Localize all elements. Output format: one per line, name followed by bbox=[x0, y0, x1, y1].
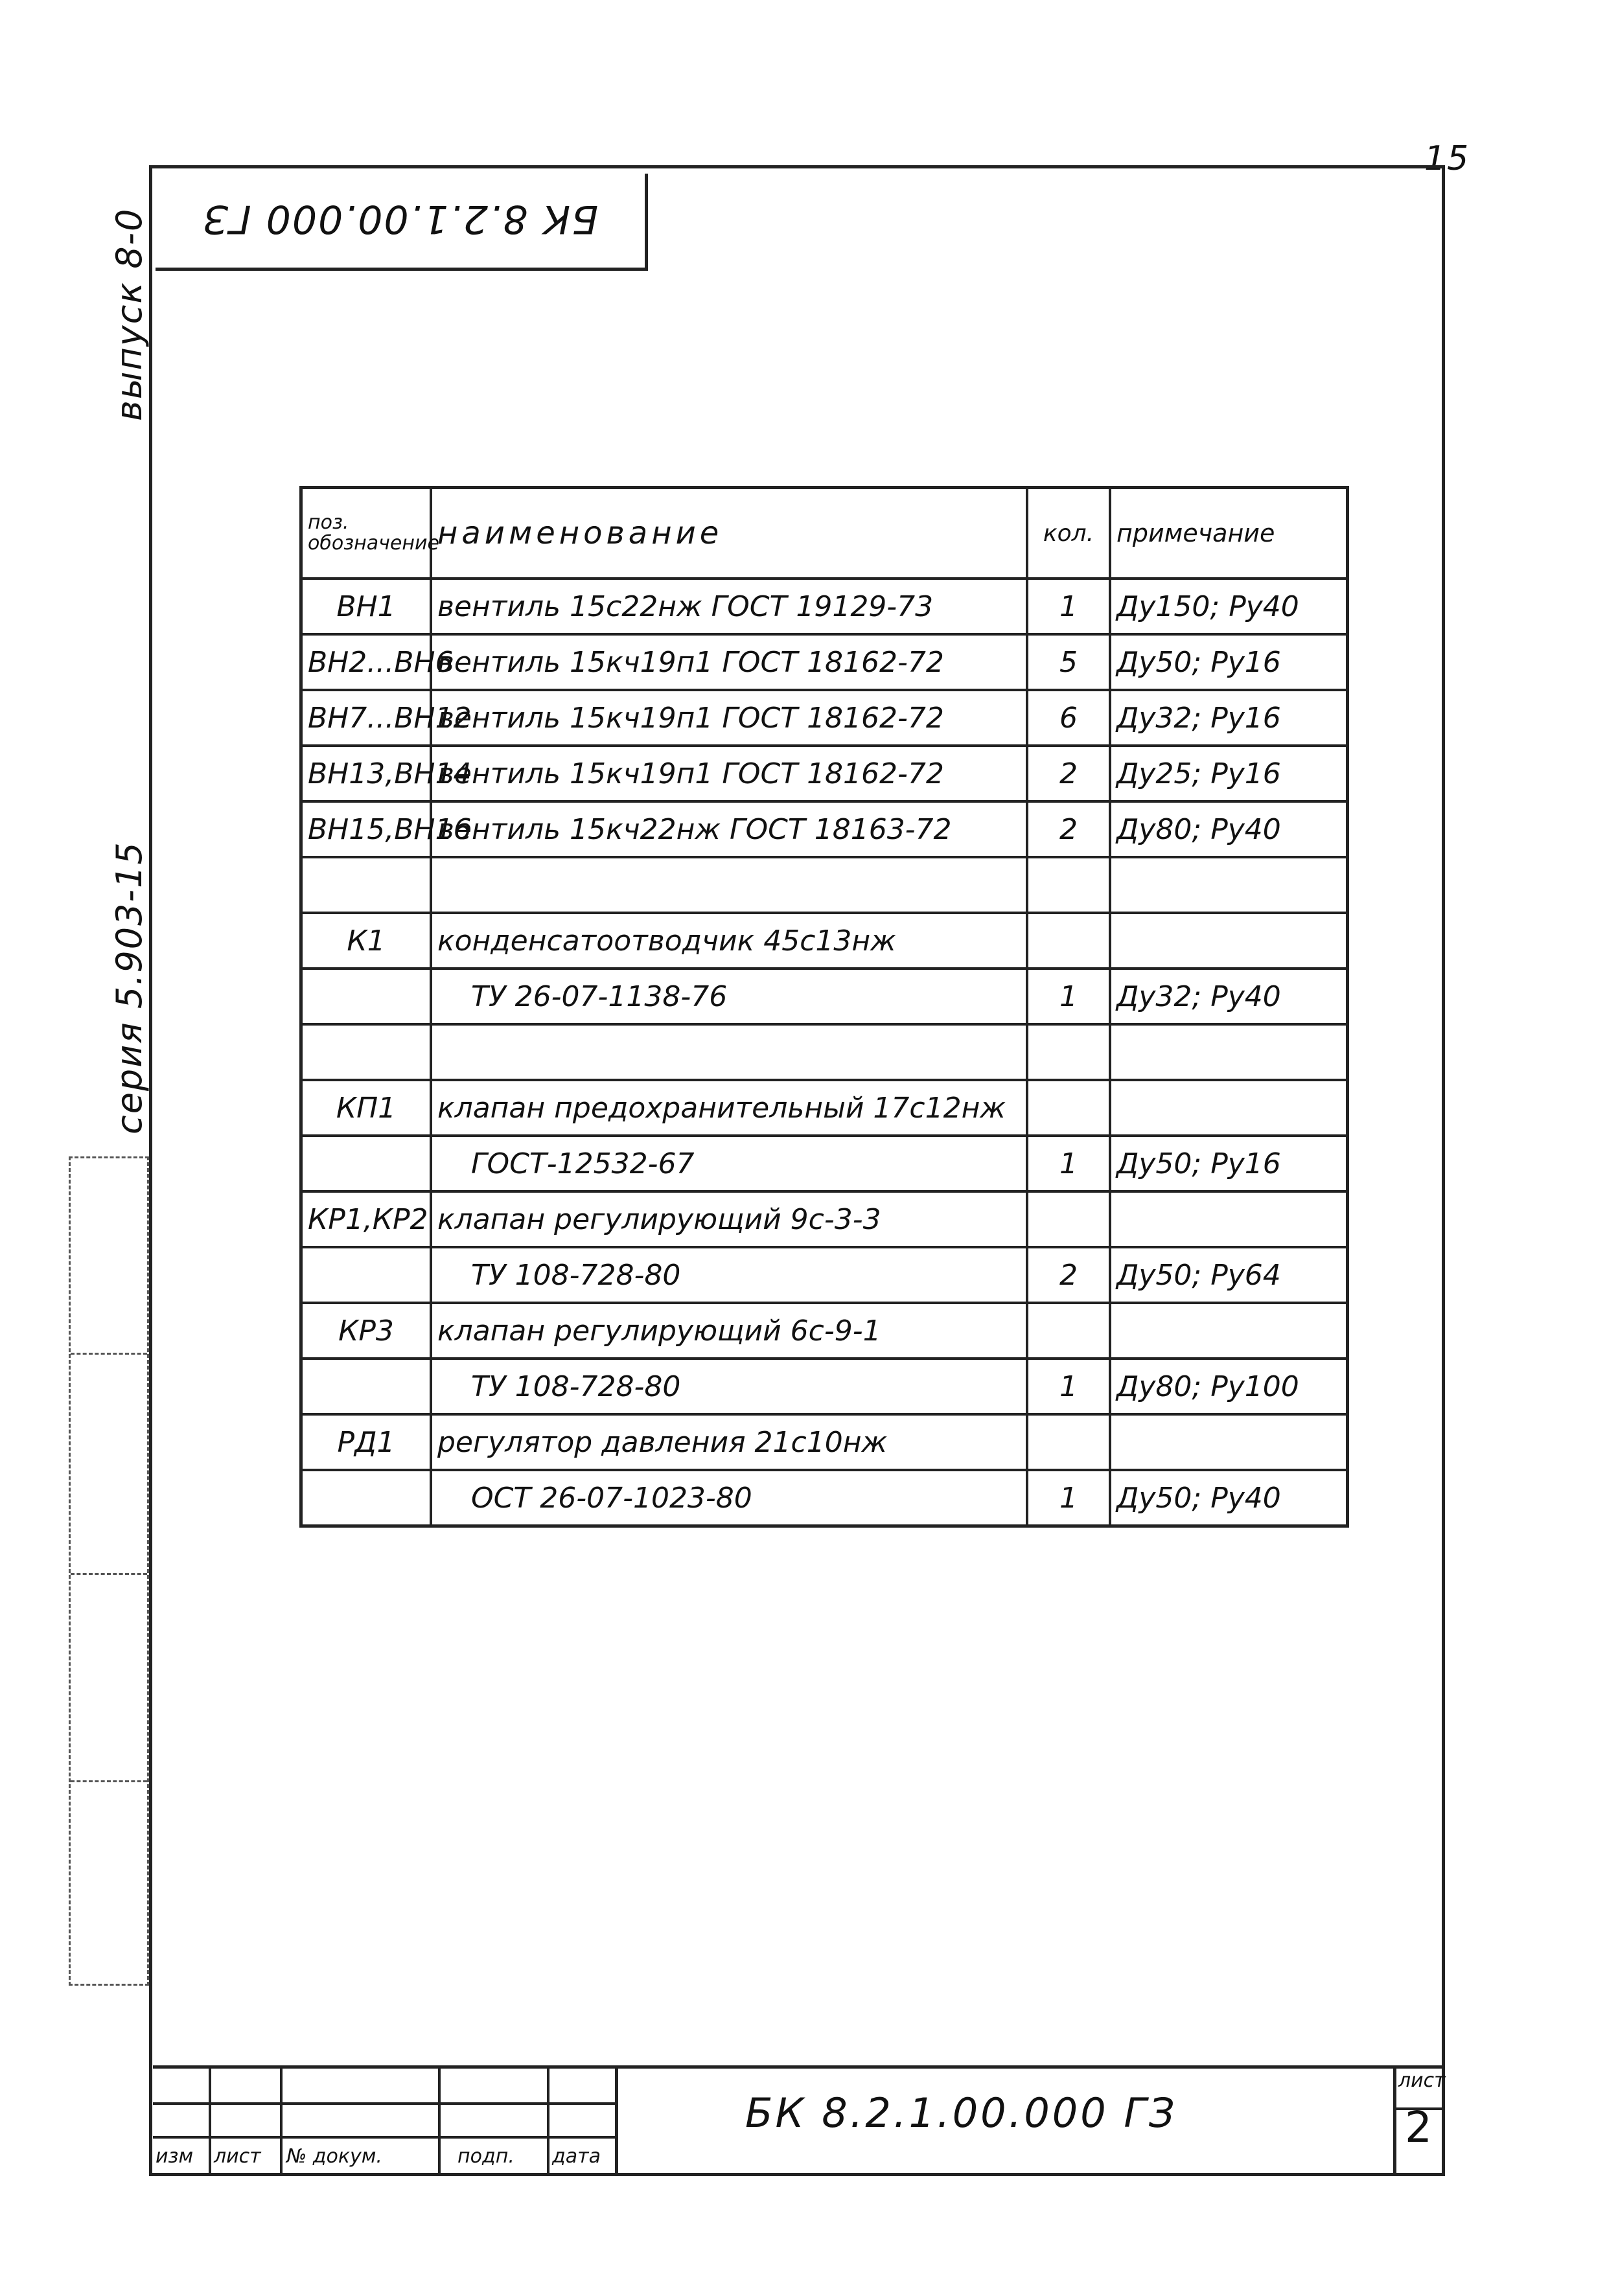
row-note bbox=[1110, 1024, 1348, 1080]
row-name: ТУ 108-728-80 bbox=[431, 1247, 1027, 1303]
row-pos bbox=[301, 1470, 432, 1526]
strip-divider bbox=[71, 1780, 147, 1782]
table-row bbox=[301, 801, 1348, 857]
header-note: примечание bbox=[1110, 488, 1348, 579]
table-row bbox=[301, 857, 1348, 913]
tb-col-sign: подп. bbox=[457, 2145, 514, 2168]
row-note: Ду50; Ру64 bbox=[1110, 1247, 1348, 1303]
row-pos: ВН2...ВН6 bbox=[301, 634, 432, 690]
row-name: ТУ 26-07-1138-76 bbox=[431, 969, 1027, 1024]
tb-vline bbox=[547, 2069, 549, 2176]
tb-vline bbox=[1393, 2069, 1396, 2176]
row-note bbox=[1110, 1191, 1348, 1247]
table-row bbox=[301, 1303, 1348, 1359]
row-name: регулятор давления 21с10нж bbox=[431, 1414, 1027, 1470]
row-note: Ду80; Ру40 bbox=[1110, 801, 1348, 857]
binding-strip bbox=[69, 1156, 149, 1986]
row-note: Ду50; Ру40 bbox=[1110, 1470, 1348, 1526]
table-row bbox=[301, 913, 1348, 969]
series-label: серия 5.903-15 bbox=[109, 841, 150, 1135]
tb-col-docnum: № докум. bbox=[286, 2145, 382, 2168]
rotated-stamp bbox=[156, 174, 648, 271]
row-note: Ду150; Ру40 bbox=[1110, 579, 1348, 634]
row-note bbox=[1110, 857, 1348, 913]
document-code: БК 8.2.1.00.000 ГЗ bbox=[745, 2089, 1177, 2137]
row-pos: РД1 bbox=[301, 1414, 432, 1470]
row-qty: 6 bbox=[1027, 690, 1110, 746]
page-number: 15 bbox=[1424, 139, 1470, 178]
table-row bbox=[301, 1470, 1348, 1526]
row-name: вентиль 15с22нж ГОСТ 19129-73 bbox=[431, 579, 1027, 634]
table-header-row bbox=[301, 488, 1348, 579]
row-pos: КР1,КР2 bbox=[301, 1191, 432, 1247]
row-qty bbox=[1027, 1303, 1110, 1359]
row-name: ГОСТ-12532-67 bbox=[431, 1136, 1027, 1191]
tb-col-date: дата bbox=[552, 2145, 601, 2168]
row-note bbox=[1110, 1303, 1348, 1359]
row-qty: 1 bbox=[1027, 1359, 1110, 1414]
row-qty bbox=[1027, 857, 1110, 913]
strip-divider bbox=[71, 1573, 147, 1575]
tb-vline bbox=[209, 2069, 211, 2176]
table-row bbox=[301, 690, 1348, 746]
table-row bbox=[301, 969, 1348, 1024]
row-qty: 5 bbox=[1027, 634, 1110, 690]
tb-vline bbox=[438, 2069, 441, 2176]
table-row bbox=[301, 1080, 1348, 1136]
table-row bbox=[301, 1359, 1348, 1414]
issue-label: выпуск 8-0 bbox=[109, 207, 150, 421]
row-name: вентиль 15кч22нж ГОСТ 18163-72 bbox=[431, 801, 1027, 857]
row-pos: ВН13,ВН14 bbox=[301, 746, 432, 801]
table-row bbox=[301, 1414, 1348, 1470]
row-pos bbox=[301, 969, 432, 1024]
row-qty bbox=[1027, 1414, 1110, 1470]
tb-hline bbox=[153, 2136, 615, 2139]
row-pos bbox=[301, 1359, 432, 1414]
row-qty: 2 bbox=[1027, 801, 1110, 857]
row-pos: КП1 bbox=[301, 1080, 432, 1136]
row-name: клапан регулирующий 6с-9-1 bbox=[431, 1303, 1027, 1359]
row-name: вентиль 15кч19п1 ГОСТ 18162-72 bbox=[431, 690, 1027, 746]
sheet-label: лист bbox=[1398, 2069, 1446, 2092]
row-note bbox=[1110, 1414, 1348, 1470]
table-row bbox=[301, 1191, 1348, 1247]
strip-divider bbox=[71, 1353, 147, 1355]
row-pos: К1 bbox=[301, 913, 432, 969]
row-name: клапан предохранительный 17с12нж bbox=[431, 1080, 1027, 1136]
specification-table bbox=[299, 486, 1349, 1528]
row-note: Ду50; Ру16 bbox=[1110, 634, 1348, 690]
row-qty bbox=[1027, 1024, 1110, 1080]
table-row bbox=[301, 634, 1348, 690]
row-qty bbox=[1027, 1080, 1110, 1136]
sheet-number: 2 bbox=[1405, 2102, 1432, 2152]
header-pos: поз. обозначение bbox=[301, 488, 432, 579]
tb-vline bbox=[615, 2069, 618, 2176]
table-row bbox=[301, 1247, 1348, 1303]
row-name: ОСТ 26-07-1023-80 bbox=[431, 1470, 1027, 1526]
row-pos bbox=[301, 1136, 432, 1191]
row-note: Ду25; Ру16 bbox=[1110, 746, 1348, 801]
row-note bbox=[1110, 1080, 1348, 1136]
table-row bbox=[301, 579, 1348, 634]
row-name bbox=[431, 1024, 1027, 1080]
row-qty: 1 bbox=[1027, 969, 1110, 1024]
tb-hline bbox=[153, 2102, 615, 2105]
row-qty: 1 bbox=[1027, 579, 1110, 634]
row-pos: ВН1 bbox=[301, 579, 432, 634]
row-qty: 2 bbox=[1027, 746, 1110, 801]
tb-col-change: изм bbox=[156, 2145, 194, 2168]
row-name bbox=[431, 857, 1027, 913]
table-body bbox=[301, 579, 1348, 1526]
tb-col-sheet: лист bbox=[214, 2145, 261, 2168]
header-qty: кол. bbox=[1027, 488, 1110, 579]
row-qty: 1 bbox=[1027, 1470, 1110, 1526]
tb-vline bbox=[280, 2069, 283, 2176]
row-name: вентиль 15кч19п1 ГОСТ 18162-72 bbox=[431, 634, 1027, 690]
header-name: наименование bbox=[431, 488, 1027, 579]
row-name: клапан регулирующий 9с-3-3 bbox=[431, 1191, 1027, 1247]
table-row bbox=[301, 746, 1348, 801]
row-qty bbox=[1027, 1191, 1110, 1247]
stamp-text: БК 8.2.1.00.000 ГЗ bbox=[202, 196, 599, 242]
table-row bbox=[301, 1136, 1348, 1191]
row-qty: 1 bbox=[1027, 1136, 1110, 1191]
row-name: вентиль 15кч19п1 ГОСТ 18162-72 bbox=[431, 746, 1027, 801]
row-note: Ду32; Ру16 bbox=[1110, 690, 1348, 746]
row-qty bbox=[1027, 913, 1110, 969]
row-pos bbox=[301, 857, 432, 913]
row-note bbox=[1110, 913, 1348, 969]
row-pos: КР3 bbox=[301, 1303, 432, 1359]
row-pos: ВН15,ВН16 bbox=[301, 801, 432, 857]
row-note: Ду50; Ру16 bbox=[1110, 1136, 1348, 1191]
row-note: Ду32; Ру40 bbox=[1110, 969, 1348, 1024]
row-qty: 2 bbox=[1027, 1247, 1110, 1303]
row-pos bbox=[301, 1024, 432, 1080]
table-row bbox=[301, 1024, 1348, 1080]
row-pos bbox=[301, 1247, 432, 1303]
row-name: ТУ 108-728-80 bbox=[431, 1359, 1027, 1414]
row-name: конденсатоотводчик 45с13нж bbox=[431, 913, 1027, 969]
row-note: Ду80; Ру100 bbox=[1110, 1359, 1348, 1414]
row-pos: ВН7...ВН12 bbox=[301, 690, 432, 746]
